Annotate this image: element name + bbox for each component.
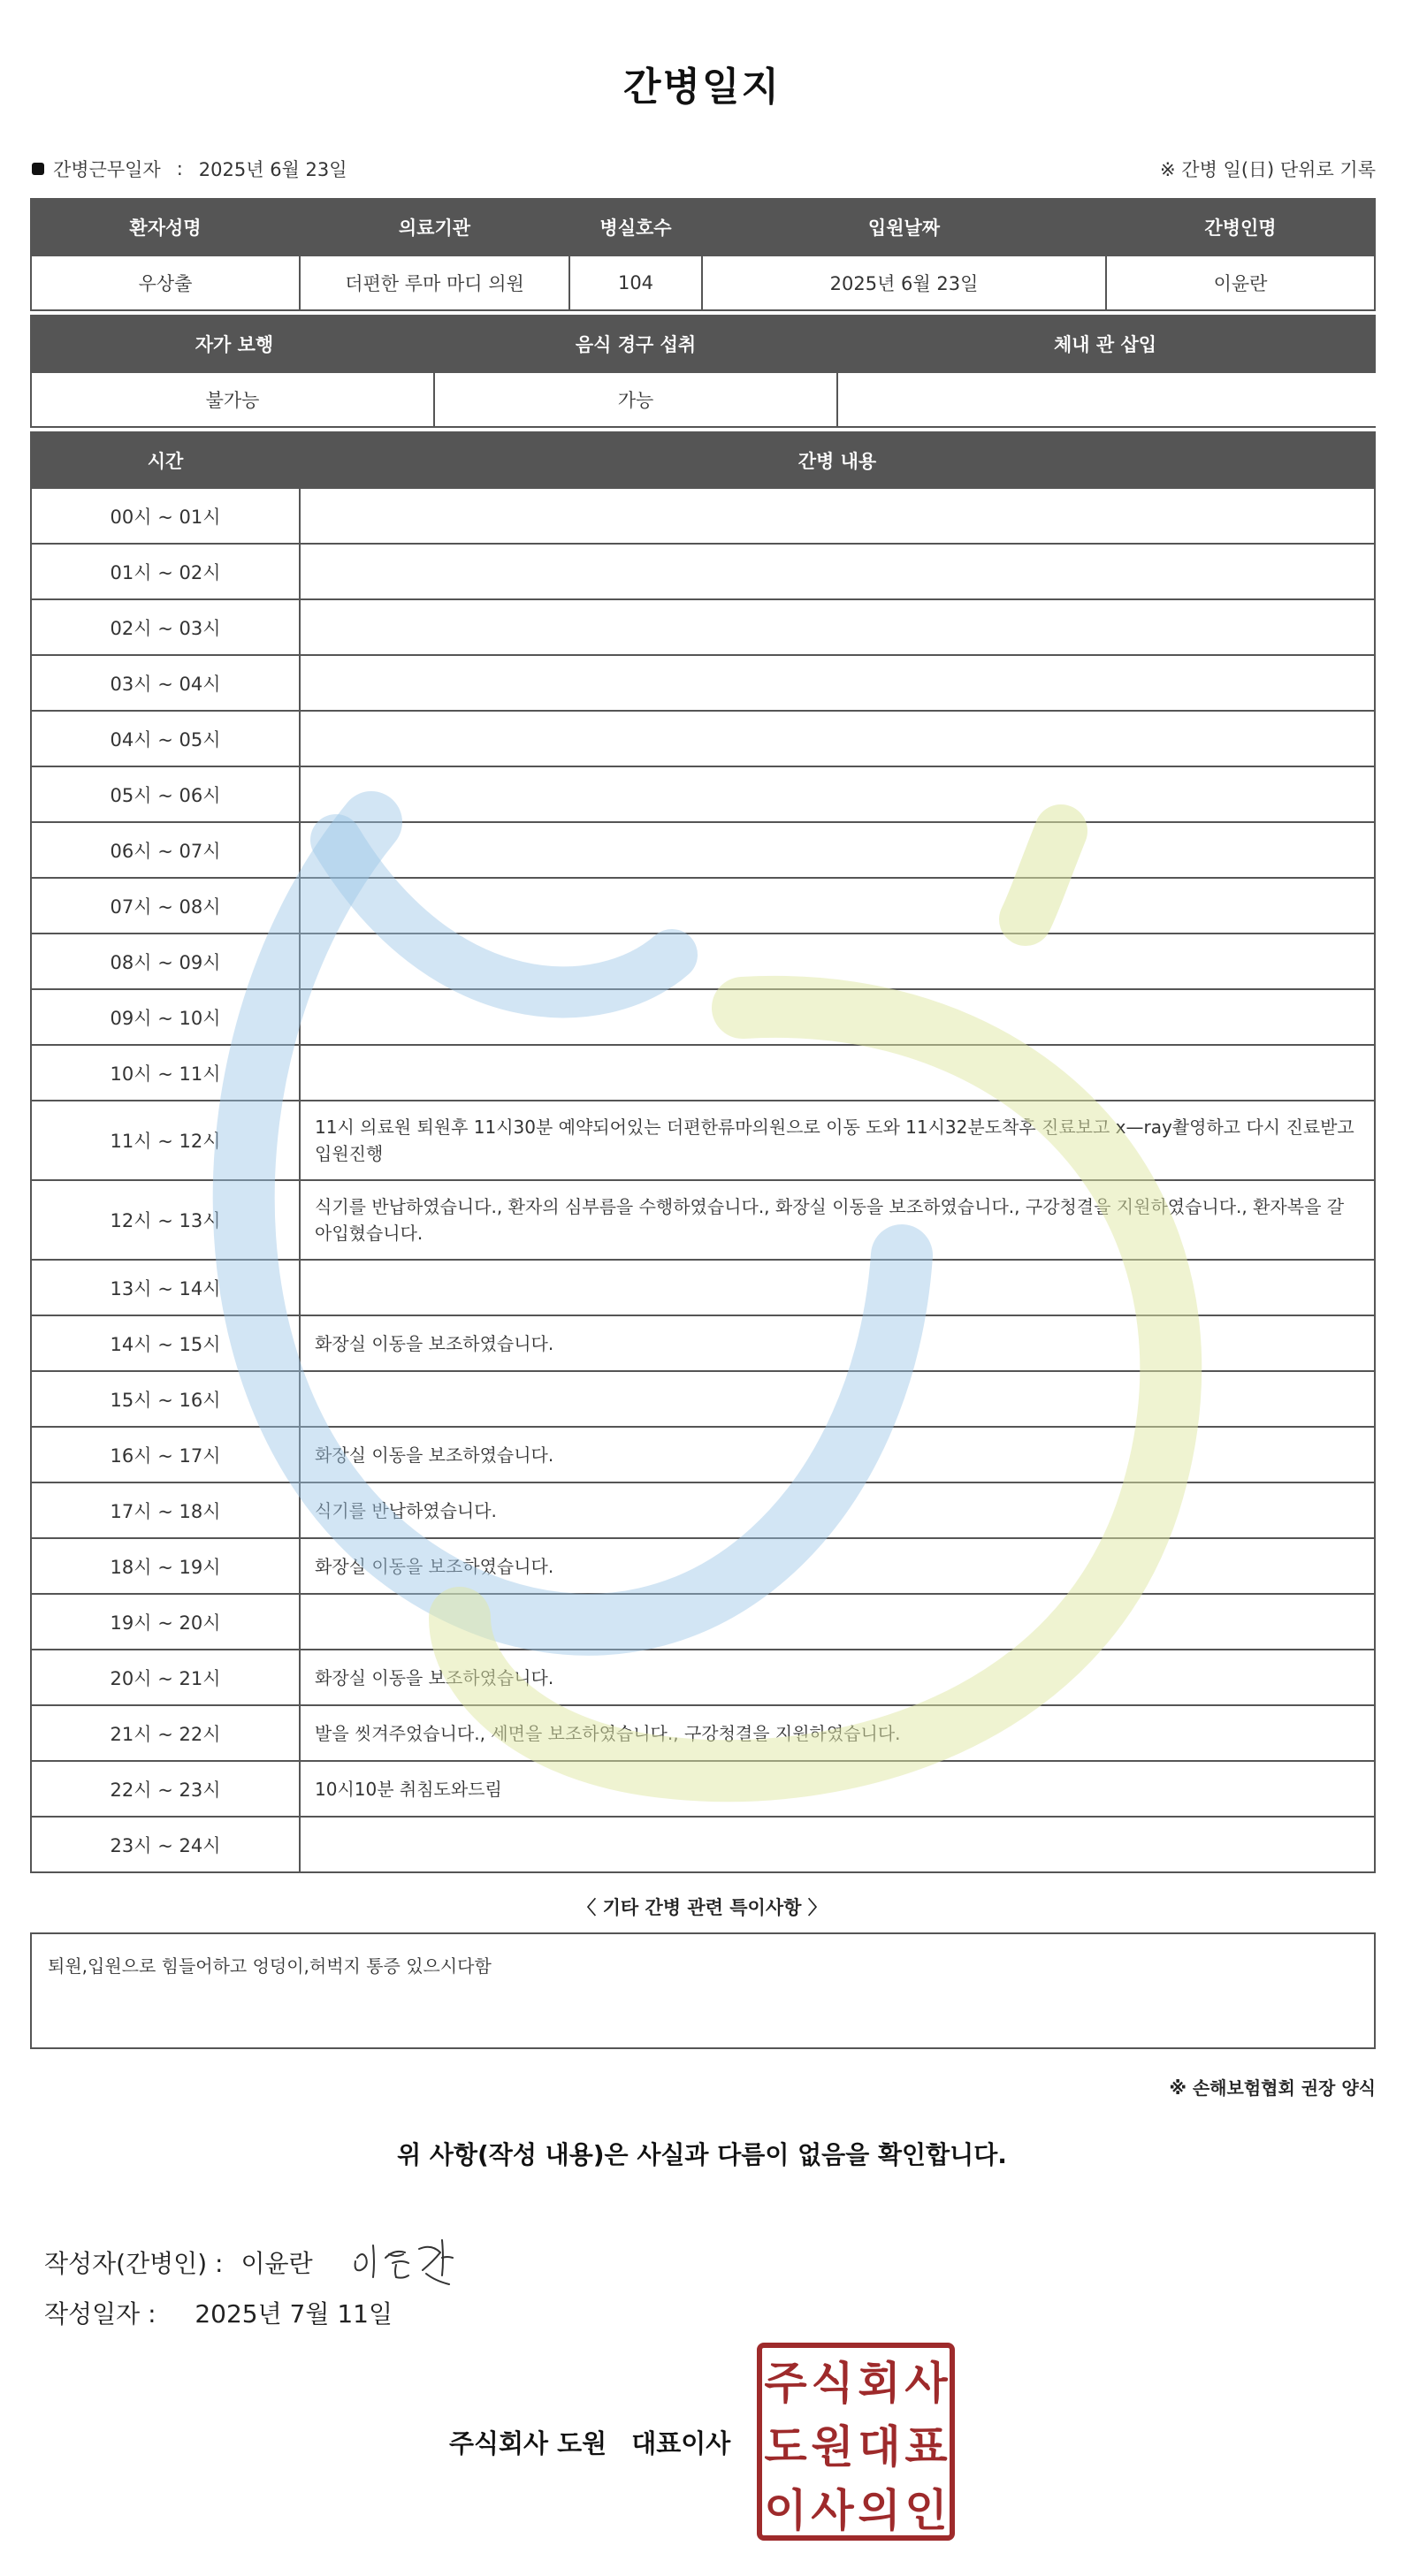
log-content-cell [301,600,1374,654]
log-time-cell: 06시 ~ 07시 [32,823,299,877]
document-title: 간병일지 [622,65,781,110]
log-content-cell [301,656,1374,710]
work-date-value: 2025년 6월 23일 [198,159,347,180]
log-content-cell [301,767,1374,821]
log-time-cell: 09시 ~ 10시 [32,990,299,1044]
stamp-char: 사 [904,2357,948,2409]
special-notes-title: 〈 기타 간병 관련 특이사항 〉 [577,1897,827,1918]
log-content-cell [301,489,1374,543]
header-self-walking: 자가 보행 [195,334,274,355]
log-time-cell: 08시 ~ 09시 [32,934,299,988]
company-name: 주식회사 도원 [449,2428,607,2458]
oral-intake-value: 가능 [435,373,836,426]
header-time: 시간 [32,433,299,487]
log-time-cell: 20시 ~ 21시 [32,1650,299,1704]
hospital-value: 더편한 루마 마디 의원 [301,256,568,309]
log-content-cell: 11시 의료원 퇴원후 11시30분 예약되어있는 더편한류마의원으로 이동 도와 11시32분도착후 진료보고 x—ray촬영하고 다시 진료받고 입원진행 [301,1101,1374,1179]
company-signature-line [449,2424,730,2460]
log-time-cell: 10시 ~ 11시 [32,1046,299,1100]
stamp-char: 원 [811,2420,854,2473]
log-time-cell: 04시 ~ 05시 [32,712,299,766]
log-time-cell: 21시 ~ 22시 [32,1706,299,1760]
writer-name: 이윤란 [240,2249,313,2278]
stamp-char: 대 [858,2420,901,2473]
log-time-cell: 23시 ~ 24시 [32,1818,299,1871]
log-content-cell [301,712,1374,766]
caregiver-name-value: 이윤란 [1107,256,1374,309]
stamp-char: 이 [764,2484,807,2536]
header-hospital: 의료기관 [301,200,568,255]
log-time-cell: 02시 ~ 03시 [32,600,299,654]
header-oral-intake: 음식 경구 섭취 [575,334,697,355]
log-time-cell: 22시 ~ 23시 [32,1762,299,1816]
bullet-icon [32,163,44,175]
log-time-cell: 14시 ~ 15시 [32,1316,299,1370]
stamp-char: 회 [858,2357,901,2409]
log-content-cell: 화장실 이동을 보조하였습니다. [301,1316,1374,1370]
log-content-cell [301,879,1374,933]
log-time-cell: 01시 ~ 02시 [32,545,299,598]
log-time-cell: 16시 ~ 17시 [32,1428,299,1482]
writer-row [44,2231,500,2293]
log-content-cell: 화장실 이동을 보조하였습니다. [301,1650,1374,1704]
log-content-cell: 발을 씻겨주었습니다., 세면을 보조하였습니다., 구강청결을 지원하였습니다. [301,1706,1374,1760]
log-content-cell [301,934,1374,988]
stamp-char: 주 [764,2357,807,2409]
log-content-cell: 10시10분 취침도와드림 [301,1762,1374,1816]
stamp-char: 의 [858,2484,901,2536]
written-date-row [44,2295,393,2330]
log-content-cell [301,1261,1374,1315]
log-time-cell: 05시 ~ 06시 [32,767,299,821]
log-time-cell: 03시 ~ 04시 [32,656,299,710]
header-care-content: 간병 내용 [301,433,1374,487]
log-content-cell: 식기를 반납하였습니다. [301,1483,1374,1537]
unit-note: ※ 간병 일(日) 단위로 기록 [1160,159,1376,180]
log-time-cell: 13시 ~ 14시 [32,1261,299,1315]
log-time-cell: 11시 ~ 12시 [32,1101,299,1179]
log-content-cell [301,545,1374,598]
special-notes-box: 퇴원,입원으로 힘들어하고 엉덩이,허벅지 통증 있으시다함 [30,1932,1376,2049]
stamp-char: 사 [811,2484,854,2536]
written-date-value: 2025년 7월 11일 [195,2299,393,2328]
log-time-cell: 15시 ~ 16시 [32,1372,299,1426]
log-content-cell [301,1046,1374,1100]
written-date-label: 작성일자 : [44,2299,156,2328]
header-patient-name: 환자성명 [32,200,299,255]
log-time-cell: 19시 ~ 20시 [32,1595,299,1649]
log-content-cell: 화장실 이동을 보조하였습니다. [301,1428,1374,1482]
care-log-table [30,431,1376,1873]
work-date-row [32,156,347,182]
handwritten-signature [350,2231,500,2293]
header-caregiver-name: 간병인명 [1107,200,1374,255]
confirmation-statement: 위 사항(작성 내용)은 사실과 다름이 없음을 확인합니다. [397,2140,1007,2169]
work-date-label: 간병근무일자 [53,159,161,180]
company-role: 대표이사 [631,2428,731,2458]
writer-label: 작성자(간병인) : [44,2249,224,2278]
room-number-value: 104 [570,256,701,309]
log-time-cell: 07시 ~ 08시 [32,879,299,933]
log-content-cell [301,990,1374,1044]
patient-status-table [30,315,1376,428]
tube-insertion-value [838,373,1376,426]
stamp-char: 도 [764,2420,807,2473]
log-time-cell: 00시 ~ 01시 [32,489,299,543]
stamp-char: 인 [904,2484,948,2536]
log-content-cell [301,1818,1374,1871]
company-seal-stamp [757,2343,955,2541]
log-content-cell: 식기를 반납하였습니다., 환자의 심부름을 수행하였습니다., 화장실 이동을 보조하였습니다., 구강청결을 지원하였습니다., 환자복을 갈아입혔습니다. [301,1181,1374,1259]
log-content-cell [301,823,1374,877]
patient-name-value: 우상출 [32,256,299,309]
log-content-cell [301,1595,1374,1649]
header-room-number: 병실호수 [570,200,701,255]
header-tube-insertion: 체내 관 삽입 [1053,334,1157,355]
recommend-note: ※ 손해보험협회 권장 양식 [1169,2077,1376,2099]
work-date-separator: : [176,158,183,179]
log-content-cell [301,1372,1374,1426]
log-time-cell: 18시 ~ 19시 [32,1539,299,1593]
patient-info-table [30,198,1376,311]
stamp-char: 식 [811,2357,854,2409]
stamp-char: 표 [904,2420,948,2473]
status-header-row [32,316,1376,371]
header-admission-date: 입원날짜 [703,200,1105,255]
self-walking-value: 불가능 [32,373,433,426]
admission-date-value: 2025년 6월 23일 [703,256,1105,309]
log-content-cell: 화장실 이동을 보조하였습니다. [301,1539,1374,1593]
log-time-cell: 12시 ~ 13시 [32,1181,299,1259]
log-time-cell: 17시 ~ 18시 [32,1483,299,1537]
